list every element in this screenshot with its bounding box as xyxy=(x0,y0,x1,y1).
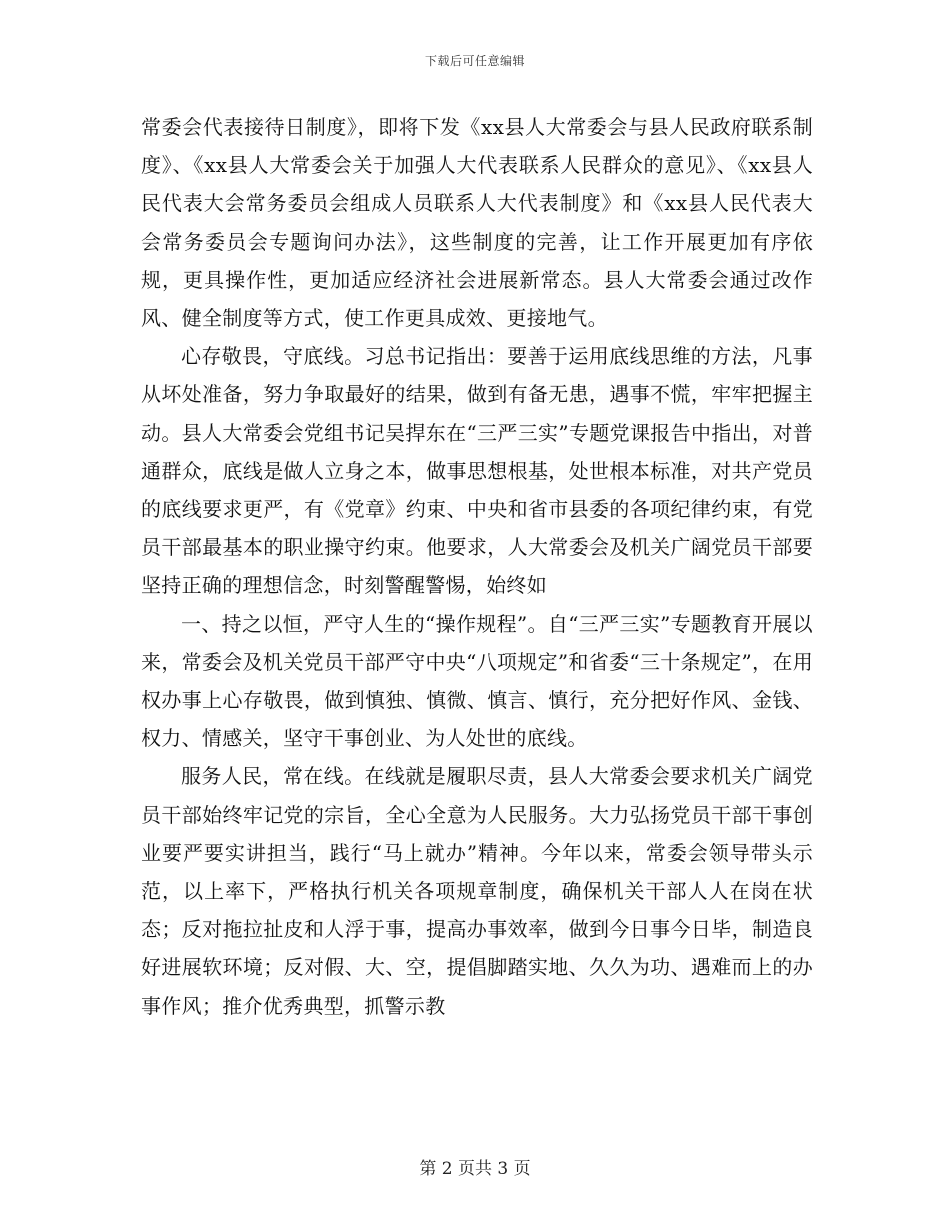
paragraph-4: 服务人民，常在线。在线就是履职尽责，县人大常委会要求机关广阔党员干部始终牢记党的宗旨，全心全意为人民服务。大力弘扬党员干部干事创业要严要实讲担当，践行“马上就办”精神。今年以来，常委会领导带头示范，以上率下，严格执行机关各项规章制度，确保机关干部人人在岗在状态；反对拖拉扯皮和人浮于事，提高办事效率，做到今日事今日毕，制造良好进展软环境；反对假、大、空，提倡脚踏实地、久久为功、遇难而上的办事作风；推介优秀典型，抓警示教 xyxy=(141,764,813,1018)
paragraph-2: 心存敬畏，守底线。习总书记指出：要善于运用底线思维的方法，凡事从坏处准备，努力争取最好的结果，做到有备无患，遇事不慌，牢牢把握主动。县人大常委会党组书记吴捍东在“三严三实”专题党课报告中指出，对普通群众，底线是做人立身之本，做事思想根基，处世根本标准，对共产党员的底线要求更严，有《党章》约束、中央和省市县委的各项纪律约束，有党员干部最基本的职业操守约束。他要求，人大常委会及机关广阔党员干部要坚持正确的理想信念，时刻警醒警惕，始终如 xyxy=(141,344,813,598)
page-header: 下载后可任意编辑 xyxy=(424,54,525,68)
paragraph-3: 一、持之以恒，严守人生的“操作规程”。自“三严三实”专题教育开展以来，常委会及机关党员干部严守中央“八项规定”和省委“三十条规定”，在用权办事上心存敬畏，做到慎独、慎微、慎言、慎行，充分把好作风、金钱、权力、情感关，坚守干事创业、为人处世的底线。 xyxy=(141,611,813,751)
document-body xyxy=(141,108,813,1025)
paragraph-1: 常委会代表接待日制度》，即将下发《xx县人大常委会与县人民政府联系制度》、《xx县人大常委会关于加强人大代表联系人民群众的意见》、《xx县人民代表大会常务委员会组成人员联系人大代表制度》和《xx县人民代表大会常务委员会专题询问办法》，这些制度的完善，让工作开展更加有序依规，更具操作性，更加适应经济社会进展新常态。县人大常委会通过改作风、健全制度等方式，使工作更具成效、更接地气。 xyxy=(141,115,813,331)
page-footer: 第 2 页共 3 页 xyxy=(419,1159,531,1179)
